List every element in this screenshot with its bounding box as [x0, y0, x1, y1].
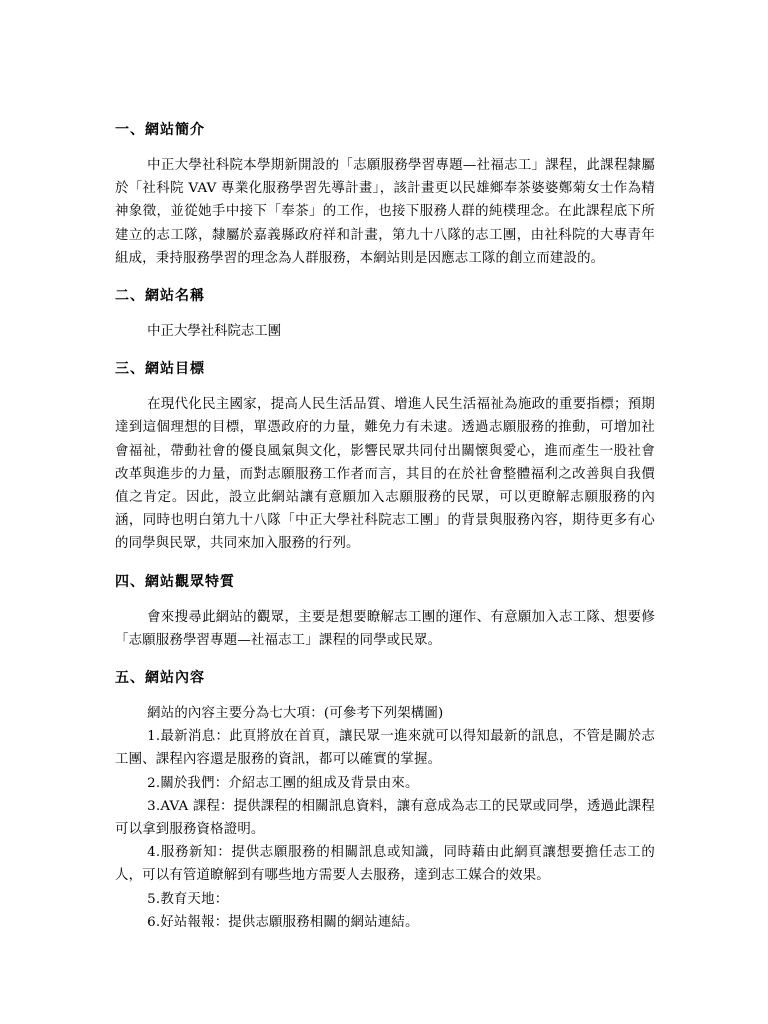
list-item: 6.好站報報：提供志願服務相關的網站連結。: [147, 914, 419, 930]
section-body-audience: 會來搜尋此網站的觀眾，主要是想要瞭解志工團的運作、有意願加入志工隊、想要修「志願服務學習專題—社福志工」課程的同學或民眾。: [115, 609, 655, 648]
section-body-intro: 中正大學社科院本學期新開設的「志願服務學習專題—社福志工」課程，此課程隸屬於「社科院 VAV 專業化服務學習先導計畫」，該計畫更以民雄鄉奉茶婆婆鄭菊女士作為精神象徵，並從她手中接下「奉茶」的工作，也接下服務人群的純樸理念。在此課程底下所建立的志工隊，隸屬於嘉義縣政府祥和計畫，第九十八隊的志工團，由社科院的大專青年組成，秉持服務學習的理念為人群服務，本網站則是因應志工隊的創立而建設的。: [115, 158, 655, 266]
list-item: 2.關於我們：介紹志工團的組成及背景由來。: [147, 775, 419, 791]
list-item: 1.最新消息：此頁將放在首頁，讓民眾一進來就可以得知最新的訊息，不管是關於志工團、課程內容還是服務的資訊，都可以確實的掌握。: [115, 729, 655, 768]
section-heading-goals: 三、網站目標: [115, 361, 205, 378]
list-item: 5.教育天地：: [147, 891, 229, 907]
section-body-goals: 在現代化民主國家，提高人民生活品質、增進人民生活福祉為施政的重要指標；預期達到這個理想的目標，單憑政府的力量，難免力有未逮。透過志願服務的推動，可增加社會福祉，帶動社會的優良風氣與文化，影響民眾共同付出關懷與愛心，進而產生一股社會改革與進步的力量，而對志願服務工作者而言，其目的在於社會整體福利之改善與自我價值之肯定。因此，設立此網站讓有意願加入志願服務的民眾，可以更瞭解志願服務的內涵，同時也明白第九十八隊「中正大學社科院志工團」的背景與服務內容，期待更多有心的同學與民眾，共同來加入服務的行列。: [115, 397, 655, 552]
list-item: 4.服務新知：提供志願服務的相關訊息或知識，同時藉由此網頁讓想要擔任志工的人，可以有管道瞭解到有哪些地方需要人去服務，達到志工媒合的效果。: [115, 845, 655, 884]
content-list: [115, 702, 655, 934]
document-page: [115, 120, 655, 934]
list-item: 3.AVA 課程：提供課程的相關訊息資料，讓有意成為志工的民眾或同學，透過此課程可以拿到服務資格證明。: [115, 798, 655, 838]
content-list-intro: 網站的內容主要分為七大項：(可參考下列架構圖): [147, 706, 444, 722]
section-heading-name: 二、網站名稱: [115, 288, 205, 305]
section-heading-audience: 四、網站觀眾特質: [115, 573, 235, 590]
section-body-name: 中正大學社科院志工團: [147, 324, 282, 340]
section-heading-content: 五、網站內容: [115, 670, 205, 687]
section-heading-intro: 一、網站簡介: [115, 122, 205, 138]
